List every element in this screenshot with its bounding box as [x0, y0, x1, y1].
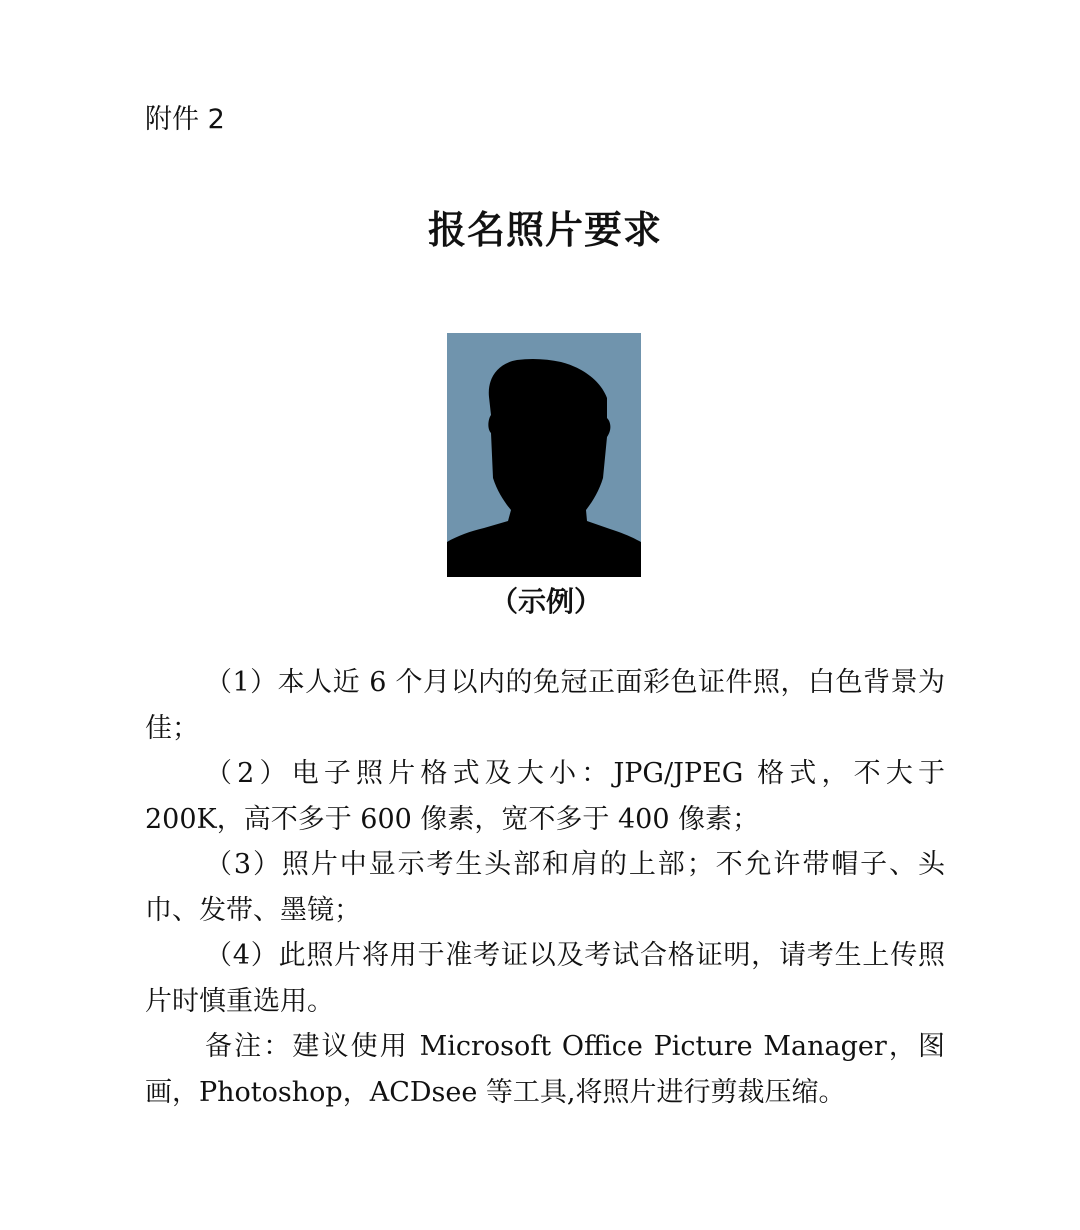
requirement-item-3: （3）照片中显示考生头部和肩的上部；不允许带帽子、头巾、发带、墨镜； [145, 849, 945, 926]
attachment-label: 附件 2 [145, 104, 225, 135]
requirement-item-4: （4）此照片将用于准考证以及考试合格证明，请考生上传照片时慎重选用。 [145, 940, 945, 1017]
remark-note: 备注：建议使用 Microsoft Office Picture Manager，图画，Photoshop，ACDsee 等工具,将照片进行剪裁压缩。 [145, 1031, 945, 1108]
requirement-item-1: （1）本人近 6 个月以内的免冠正面彩色证件照，白色背景为佳； [145, 667, 945, 744]
requirements-body [145, 660, 945, 1115]
requirement-item-2: （2）电子照片格式及大小：JPG/JPEG 格式，不大于 200K，高不多于 600 像素，宽不多于 400 像素； [145, 758, 945, 835]
sample-photo-silhouette [447, 333, 641, 577]
photo-caption: （示例） [489, 585, 602, 618]
page-title: 报名照片要求 [427, 207, 662, 252]
